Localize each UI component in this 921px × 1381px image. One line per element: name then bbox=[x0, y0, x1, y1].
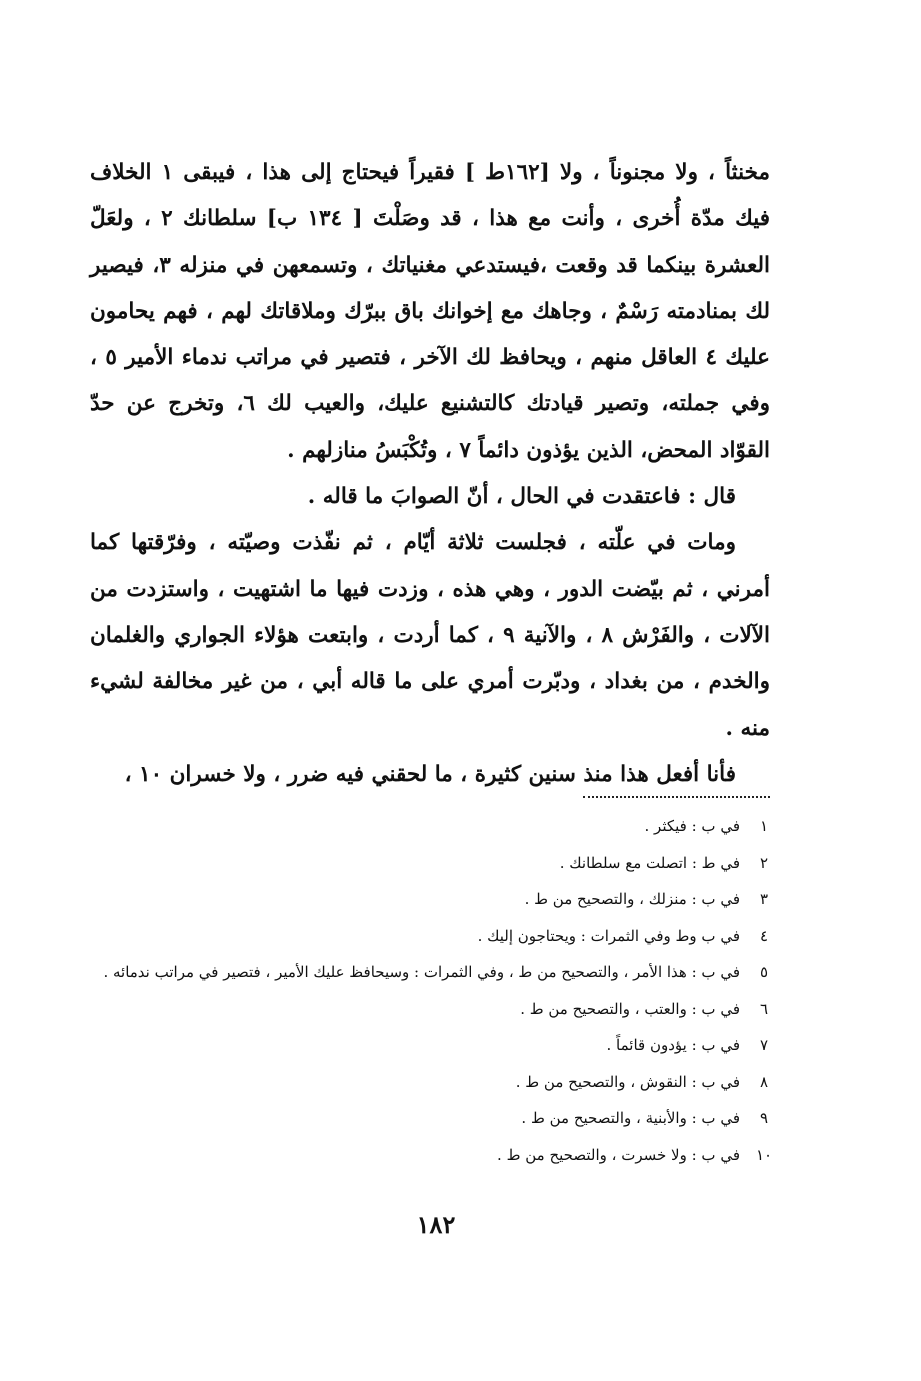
footnote-text: في ب : هذا الأمر ، والتصحيح من ط ، وفي الثمرات : وسيحافظ عليك الأمير ، فتصير في مراتب ندمائه . bbox=[103, 963, 740, 981]
footnote-number: ٨ bbox=[759, 1072, 769, 1091]
footnote-number: ٥ bbox=[759, 963, 769, 981]
footnote-text: في ب : النقوش ، والتصحيح من ط . bbox=[515, 1072, 740, 1091]
footnote bbox=[100, 1104, 780, 1132]
footnote-text: في ط : اتصلت مع سلطانك . bbox=[559, 853, 740, 872]
footnote bbox=[100, 958, 780, 986]
footnote-text: في ب : والأبنية ، والتصحيح من ط . bbox=[521, 1109, 740, 1127]
footnote-number: ٤ bbox=[759, 926, 769, 945]
footnotes-list bbox=[100, 812, 780, 1177]
footnote-text: في ب : فيكثر . bbox=[644, 817, 740, 835]
footnote-number: ٩ bbox=[759, 1109, 769, 1127]
main-text bbox=[90, 150, 770, 798]
paragraph: مخنثاً ، ولا مجنوناً ، ولا [١٦٢ط ] فقيراً فيحتاج إلى هذا ، فيبقى ١ الخلاف فيك مدّة أُخرى ، وأنت مع هذا ، قد وصَلْتَ [ ١٣٤ ب] سلطانك ٢ ، ولعَلّ العشرة بينكما قد وقعت ،فيستدعي مغنياتك ، وتسمعهن في منزله ٣، فيصير لك بمنادمته رَسْمٌ ، وجاهك مع إخوانك باق ببرّك وملاقاتك لهم ، فهم يحامون عليك ٤ العاقل منهم ، ويحافظ لك الآخر ، فتصير في مراتب ندماء الأمير ٥ ، وفي جملته، وتصير قيادتك كالتشنيع عليك، والعيب لك ٦، وتخرج عن حدّ القوّاد المحض، الذين يؤذون دائماً ٧ ، وتُكْبَسُ منازلهم . bbox=[90, 160, 770, 463]
footnote-text: في ب : منزلك ، والتصحيح من ط . bbox=[524, 890, 740, 908]
footnote-number: ٣ bbox=[759, 890, 769, 908]
footnote-text: في ب : ولا خسرت ، والتصحيح من ط . bbox=[497, 1145, 740, 1164]
paragraph: قال : فاعتقدت في الحال ، أنّ الصوابَ ما قاله . bbox=[307, 484, 736, 510]
footnote-number: ٦ bbox=[759, 999, 769, 1018]
footnote-text: في ب وط وفي الثمرات : ويحتاجون إليك . bbox=[477, 926, 740, 945]
page-number: ١٨٢ bbox=[416, 1210, 456, 1239]
footnote bbox=[100, 849, 780, 877]
footnote-text: في ب : والعتب ، والتصحيح من ط . bbox=[520, 999, 740, 1018]
footnote-text: في ب : يؤدون قائماً . bbox=[606, 1036, 740, 1054]
footnote-number: ٧ bbox=[759, 1036, 769, 1054]
footnote bbox=[100, 1068, 780, 1096]
footnote bbox=[100, 885, 780, 913]
footnote-number: ١ bbox=[759, 817, 769, 835]
footnote bbox=[100, 1141, 780, 1169]
footnote-number: ١٠ bbox=[755, 1145, 773, 1164]
footnote bbox=[100, 922, 780, 950]
paragraph: فأنا أفعل هذا منذ سنين كثيرة ، ما لحقني فيه ضرر ، ولا خسران ١٠ ، bbox=[124, 761, 736, 787]
footnote-separator bbox=[583, 796, 770, 798]
footnote-number: ٢ bbox=[759, 853, 769, 872]
footnote bbox=[100, 812, 780, 840]
footnote bbox=[100, 1031, 780, 1059]
footnote bbox=[100, 995, 780, 1023]
paragraph: ومات في علّته ، فجلست ثلاثة أيّام ، ثم نفّذت وصيّته ، وفرّقتها كما أمرني ، ثم بيّضت الدور ، وهي هذه ، وزدت فيها ما اشتهيت ، واستزدت من الآلات ، والفَرْش ٨ ، والآنية ٩ ، كما أردت ، وابتعت هؤلاء الجواري والغلمان والخدم ، من بغداد ، ودبّرت أمري على ما قاله أبي ، من غير مخالفة لشيء منه . bbox=[90, 530, 770, 741]
